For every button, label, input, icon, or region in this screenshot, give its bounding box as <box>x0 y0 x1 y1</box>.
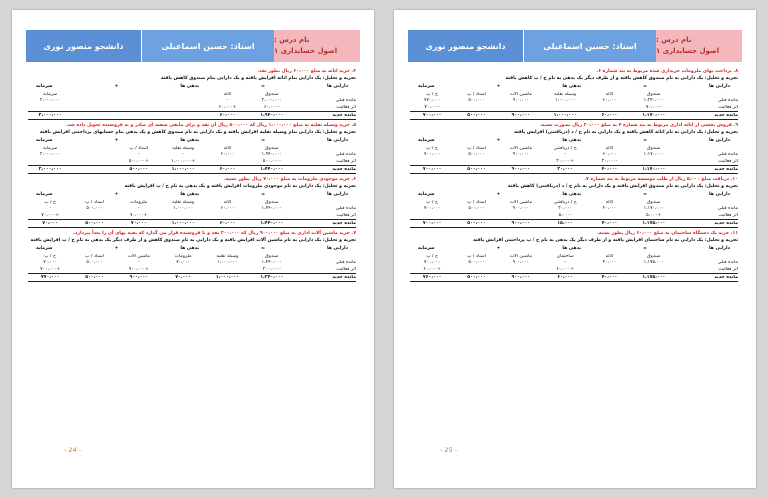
table-row <box>28 98 356 105</box>
ledger-table <box>28 146 356 174</box>
table-cell: ۵۰۰،۰۰۰ <box>467 112 486 118</box>
debts-label: بدهی ها <box>180 84 200 90</box>
row-label: مانده قبلی <box>335 260 356 266</box>
table-cell: سرمایه <box>43 145 58 151</box>
row-label: مانده جدید <box>714 220 738 226</box>
equals-sign: = <box>261 84 265 90</box>
table-cell: - <box>182 152 184 158</box>
table-cell: ماشین آلات <box>509 199 532 205</box>
row-label: مانده قبلی <box>335 152 356 158</box>
table-row <box>28 260 356 267</box>
table-cell: ۱،۰۰۰،۰۰۰ <box>217 260 238 266</box>
table-cell: ۶۰،۰۰۰ <box>557 274 574 280</box>
table-cell: ح / پ <box>426 199 439 205</box>
table-row <box>410 254 738 261</box>
table-row <box>410 152 738 159</box>
capital-label: سرمایه <box>36 84 53 90</box>
table-cell: ۲،۰۰۰،۰۰۰ <box>40 152 61 158</box>
assets-label: دارایی ها <box>326 246 348 252</box>
table-cell: ۹۰۰،۰۰۰ <box>511 166 531 172</box>
table-row <box>28 219 356 228</box>
table-cell: ۹۰۰،۰۰۰ <box>511 112 531 118</box>
equation-header <box>418 246 730 252</box>
table-cell: وسیله نقلیه <box>216 253 239 259</box>
table-cell: ۱،۱۷۰،۰۰۰ <box>643 152 664 158</box>
table-cell: اثاثه <box>605 199 614 205</box>
table-row <box>410 105 738 112</box>
table-cell: -۶۰،۰۰۰ <box>264 104 280 110</box>
table-cell: اسناد / پ <box>85 253 104 259</box>
plus-sign: + <box>496 138 501 144</box>
equals-sign: = <box>261 246 265 252</box>
table-cell: ۶۰،۰۰۰ <box>220 206 235 212</box>
capital-label: سرمایه <box>418 192 435 198</box>
table-cell: ۵۰۰،۰۰۰ <box>129 166 149 172</box>
row-label: مانده جدید <box>332 166 356 172</box>
debts-label: بدهی ها <box>562 192 582 198</box>
transaction-question: ۱۱. خرید یک دستگاه ساختمان به مبلغ ۶۰،۰۰۰ ریال بطور نسیه. <box>597 230 738 236</box>
table-cell: ۲۰،۰۰۰ <box>558 206 573 212</box>
table-cell: اثاثه <box>605 145 614 151</box>
ledger-table <box>410 254 738 282</box>
transaction-question: ۵. خرید وسیله نقلیه به مبلغ ۱،۰۰۰،۰۰۰ ریال که ۵۰۰،۰۰۰ ریال آن نقد و برای مابقی سفته ای صادر و به فروشنده تحویل داده شد. <box>65 122 356 128</box>
plus-sign: + <box>114 246 119 252</box>
table-cell: ۵۰۰،۰۰۰ <box>86 260 103 266</box>
table-cell: ۷۰۰،۰۰۰ <box>422 166 442 172</box>
debts-label: بدهی ها <box>180 192 200 198</box>
table-row <box>28 146 356 153</box>
table-cell: -۲۰،۰۰۰ <box>601 158 618 164</box>
table-cell: ۶۰،۰۰۰ <box>601 112 618 118</box>
table-cell: ماشین آلات <box>509 253 532 259</box>
table-cell: صندوق <box>265 145 279 151</box>
table-cell: ۶۰،۰۰۰ <box>602 98 617 104</box>
row-label: اثر فعالیت <box>718 158 738 164</box>
table-cell: ۵۰۰،۰۰۰ <box>85 220 104 226</box>
table-cell: وسیله نقلیه <box>172 145 195 151</box>
table-cell: ۵۰۰،۰۰۰ <box>86 206 103 212</box>
table-cell: ۴۰،۰۰۰ <box>602 260 617 266</box>
course-name: اصول حسابداری ۱ <box>274 47 338 55</box>
equals-sign: = <box>643 192 647 198</box>
ledger-table <box>28 92 356 120</box>
student-name: دانشجو منصور نوری <box>26 30 141 62</box>
table-cell: ۶۰،۰۰۰ <box>219 220 236 226</box>
table-cell: ۹۰۰،۰۰۰ <box>511 274 531 280</box>
table-row <box>28 273 356 282</box>
debts-label: بدهی ها <box>180 138 200 144</box>
row-label: اثر فعالیت <box>336 266 356 272</box>
table-cell: ۱،۴۴۰،۰۰۰ <box>261 260 282 266</box>
table-cell: - <box>137 152 140 158</box>
table-cell: - <box>137 206 140 212</box>
table-cell: ۷۰۰،۰۰۰ <box>422 112 442 118</box>
table-row <box>410 260 738 267</box>
plus-sign: + <box>114 138 119 144</box>
table-cell: ۷۰،۰۰۰ <box>130 220 147 226</box>
table-cell: ملزومات <box>174 253 192 259</box>
table-cell: ح / پ <box>44 253 57 259</box>
table-row <box>410 159 738 166</box>
transactions-content <box>28 66 356 464</box>
table-cell: اسناد / پ <box>85 199 104 205</box>
row-label: مانده جدید <box>332 274 356 280</box>
table-cell: اسناد / پ <box>467 199 486 205</box>
table-cell: +۹۰۰،۰۰۰ <box>128 266 149 272</box>
table-row <box>410 206 738 213</box>
table-cell: ماشین آلات <box>127 253 150 259</box>
ledger-table <box>28 200 356 228</box>
equation-header <box>36 138 348 144</box>
analysis-text: تجزیه و تحلیل: یک دارایی به نام ماشین آلات افزایش یافته و یک دارایی به نام صندوق کاهش و از طرف دیگر یک بدهی به نام ح / پ افزایش یافته <box>30 238 356 244</box>
debts-label: بدهی ها <box>562 246 582 252</box>
table-row <box>28 200 356 207</box>
table-cell: صندوق <box>647 145 661 151</box>
table-cell: ۲،۰۰۰،۰۰۰ <box>38 166 62 172</box>
table-row <box>410 146 738 153</box>
table-cell: ح / پ <box>426 253 439 259</box>
table-cell: اسناد / پ <box>467 145 486 151</box>
table-cell: ۱،۴۴۰،۰۰۰ <box>260 166 284 172</box>
table-cell: اثاثه <box>223 91 232 97</box>
table-cell: ۶۰،۰۰۰ <box>220 152 235 158</box>
table-cell: صندوق <box>647 199 661 205</box>
analysis-text: تجزیه و تحلیل: یک دارایی به نام صندوق افزایش یافته و یک دارایی به نام ح / د (دریافتنی) کاهش یافته <box>507 184 738 190</box>
table-cell: ۱،۹۴۰،۰۰۰ <box>260 112 284 118</box>
table-cell: وسیله نقلیه <box>172 199 195 205</box>
transaction-question: ۹. فروش بخشی از اثاثه اداری مربوط به بند شماره ۴ به مبلغ ۲۰،۰۰۰ ریال بصورت نسیه. <box>539 122 738 128</box>
equation-header <box>36 246 348 252</box>
page-header <box>408 30 742 62</box>
table-row <box>28 152 356 159</box>
course-name: اصول حسابداری ۱ <box>656 47 720 55</box>
table-cell: ۱،۱۷۵،۰۰۰ <box>643 260 664 266</box>
teacher-name: استاد: حسین اسماعیلی <box>141 30 274 62</box>
assets-label: دارایی ها <box>708 246 730 252</box>
table-row <box>28 111 356 120</box>
table-cell: ۷۶۰،۰۰۰ <box>422 274 442 280</box>
table-row <box>28 92 356 99</box>
debts-label: بدهی ها <box>562 138 582 144</box>
table-row <box>410 92 738 99</box>
student-name: دانشجو منصور نوری <box>408 30 523 62</box>
table-row <box>28 159 356 166</box>
table-cell: ۴۰،۰۰۰ <box>601 166 618 172</box>
analysis-text: تجزیه و تحلیل: یک دارایی بنام اثاثه افزایش یافته و یک دارایی بنام صندوق کاهش یافته <box>160 76 356 82</box>
table-cell: -۷۰،۰۰۰ <box>646 104 662 110</box>
table-cell: صندوق <box>647 253 661 259</box>
table-cell: ملزومات <box>130 199 148 205</box>
capital-label: سرمایه <box>418 84 435 90</box>
table-row <box>410 273 738 282</box>
table-cell: ۱،۴۴۰،۰۰۰ <box>260 220 284 226</box>
table-cell: ۱،۱۷۰،۰۰۰ <box>643 206 664 212</box>
analysis-text: تجزیه و تحلیل: یک دارایی بنام وسیله نقلیه افزایش یافته و یک دارایی به نام صندوق کاهش و یک بدهی بنام حسابهای پرداختنی افزایش یافته <box>39 130 356 136</box>
table-cell: ۷۰،۰۰۰ <box>176 260 191 266</box>
table-row <box>410 213 738 220</box>
course-title <box>274 30 360 62</box>
row-label: اثر فعالیت <box>718 104 738 110</box>
equation-header <box>36 84 348 90</box>
table-cell: - <box>137 260 140 266</box>
table-cell: +۷۰۰،۰۰۰ <box>40 266 61 272</box>
table-cell: ۷۰،۰۰۰ <box>43 260 58 266</box>
table-cell: ۷۰۰،۰۰۰ <box>424 152 441 158</box>
table-cell: ح / دریافتنی <box>553 199 577 205</box>
table-cell: ۲،۰۰۰،۰۰۰ <box>38 112 62 118</box>
table-cell: ۱،۱۷۵،۰۰۰ <box>642 220 666 226</box>
ledger-table <box>410 200 738 228</box>
ledger-table <box>410 92 738 120</box>
row-label: اثر فعالیت <box>336 212 356 218</box>
equals-sign: = <box>643 138 647 144</box>
table-cell: صندوق <box>265 253 279 259</box>
table-cell: ۱،۰۰۰،۰۰۰ <box>171 220 195 226</box>
table-cell: ساختمان <box>556 253 574 259</box>
table-cell: صندوق <box>265 199 279 205</box>
table-cell: اثاثه <box>223 199 232 205</box>
table-cell: ۱،۰۰۰،۰۰۰ <box>215 274 240 280</box>
table-cell: +۶۰،۰۰۰ <box>423 266 441 272</box>
table-cell: ح / پ <box>426 91 439 97</box>
assets-label: دارایی ها <box>708 84 730 90</box>
table-cell: ۵۰۰،۰۰۰ <box>468 152 485 158</box>
table-cell: اثاثه <box>223 145 232 151</box>
capital-label: سرمایه <box>36 246 53 252</box>
table-cell: ۷۷۰،۰۰۰ <box>424 98 441 104</box>
transaction-question: ۱۰. دریافت مبلغ ۵،۰۰۰ ریال از طلب موسسه مربوط به بند شماره ۷. <box>584 176 738 182</box>
analysis-text: تجزیه و تحلیل: یک دارایی به نام موجودی ملزومات افزایش یافته و یک بدهی به نام ح / پ افزایش یافته <box>124 184 356 190</box>
analysis-text: تجزیه و تحلیل: یک دارایی به نام صندوق کاهش یافته و از طرف دیگر یک بدهی به نام ح / پ کاهش یافته <box>505 76 738 82</box>
transactions-content <box>410 66 738 464</box>
table-row <box>410 111 738 120</box>
assets-label: دارایی ها <box>326 192 348 198</box>
table-cell: ح / دریافتنی <box>553 145 577 151</box>
table-cell: - <box>49 206 51 212</box>
table-cell: ۹۰۰،۰۰۰ <box>512 260 529 266</box>
table-cell: ۱،۲۴۰،۰۰۰ <box>643 98 664 104</box>
capital-label: سرمایه <box>418 138 435 144</box>
table-cell: ۹۰۰،۰۰۰ <box>512 206 529 212</box>
table-row <box>410 219 738 228</box>
course-label: نام درس : <box>656 36 692 44</box>
table-cell: ۹۰۰،۰۰۰ <box>512 98 529 104</box>
row-label: مانده قبلی <box>335 206 356 212</box>
table-row <box>28 165 356 174</box>
table-cell: اسناد / پ <box>467 253 486 259</box>
table-cell: ح / پ <box>426 145 439 151</box>
equals-sign: = <box>261 138 265 144</box>
table-cell: ۴۰،۰۰۰ <box>601 220 618 226</box>
row-label: مانده جدید <box>714 112 738 118</box>
row-label: اثر فعالیت <box>718 212 738 218</box>
debts-label: بدهی ها <box>562 84 582 90</box>
table-cell: اثاثه <box>605 253 614 259</box>
table-cell: ۱،۱۷۰،۰۰۰ <box>642 166 666 172</box>
table-cell: وسیله نقلیه <box>554 91 577 97</box>
table-row <box>410 200 738 207</box>
table-cell: - <box>226 98 229 104</box>
transaction-question: ۶. خرید موجودی ملزومات به مبلغ ۷۰،۰۰۰ ریال بطور نسیه. <box>223 176 356 182</box>
equation-header <box>36 192 348 198</box>
plus-sign: + <box>114 192 119 198</box>
equation-header <box>418 192 730 198</box>
table-cell: اسناد / پ <box>467 91 486 97</box>
assets-label: دارایی ها <box>326 138 348 144</box>
table-cell: ۵۰۰،۰۰۰ <box>85 274 104 280</box>
ledger-table <box>28 254 356 282</box>
row-label: اثر فعالیت <box>336 158 356 164</box>
assets-label: دارایی ها <box>326 84 348 90</box>
row-label: مانده جدید <box>332 220 356 226</box>
table-cell: +۵،۰۰۰ <box>646 212 662 218</box>
table-cell: ۱،۰۰۰،۰۰۰ <box>173 206 194 212</box>
table-row <box>28 105 356 112</box>
table-cell: +۶۰،۰۰۰ <box>556 266 574 272</box>
table-cell: +۷۰،۰۰۰ <box>129 212 148 218</box>
row-label: اثر فعالیت <box>336 104 356 110</box>
row-label: مانده قبلی <box>717 260 738 266</box>
transaction-question: ۷. خرید ماشین آلات اداری به مبلغ ۹۰۰،۰۰۰ ریال که ۲۰۰،۰۰۰ نقد و با فروشنده قرار می گذارد که بقیه بهای آن را بعداً بپردازد. <box>73 230 356 236</box>
table-row <box>28 267 356 274</box>
table-cell: ۱،۴۴۰،۰۰۰ <box>261 206 282 212</box>
ledger-table <box>410 146 738 174</box>
plus-sign: + <box>496 246 501 252</box>
transaction-question: ۸. پرداخت بهای ملزومات خریداری شده مربوط به بند شماره ۶. <box>596 69 738 74</box>
table-cell: ۱،۱۷۰،۰۰۰ <box>642 112 666 118</box>
row-label: مانده جدید <box>714 166 738 172</box>
table-cell: ۶۰،۰۰۰ <box>602 152 617 158</box>
row-label: مانده جدید <box>714 274 738 280</box>
table-cell: ۷۰،۰۰۰ <box>42 220 59 226</box>
document-page-left <box>12 10 374 488</box>
debts-label: بدهی ها <box>180 246 200 252</box>
assets-label: دارایی ها <box>708 192 730 198</box>
table-cell: ۵۰۰،۰۰۰ <box>468 98 485 104</box>
course-label: نام درس : <box>274 36 310 44</box>
table-cell: ۱۵،۰۰۰ <box>557 220 574 226</box>
capital-label: سرمایه <box>36 138 53 144</box>
table-cell: اسناد / پ <box>129 145 149 151</box>
transaction-question: ۴. خرید اثاثه به مبلغ ۶۰،۰۰۰ ریال بطور نقد. <box>257 69 356 74</box>
table-cell: +۶۰،۰۰۰ <box>218 104 237 110</box>
table-cell: ح / پ <box>44 199 57 205</box>
analysis-text: تجزیه و تحلیل: یک دارایی به نام ساختمان افزایش یافته و از طرف دیگر یک بدهی به نام ح / پ پرداختنی افزایش یافته <box>473 238 738 244</box>
analysis-text: تجزیه و تحلیل: یک دارایی به نام اثاثه کاهش یافته و یک دارایی به نام ح / د (دریافتنی) افزایش یافته <box>514 130 738 136</box>
table-cell: +۱،۰۰۰،۰۰۰ <box>171 158 196 164</box>
table-cell: ۷۰۰،۰۰۰ <box>422 220 442 226</box>
table-cell: +۲۰،۰۰۰ <box>556 158 574 164</box>
table-cell: ماشین آلات <box>509 91 532 97</box>
table-cell: ۷۰۰،۰۰۰ <box>424 260 441 266</box>
table-cell: ۹۰۰،۰۰۰ <box>512 152 529 158</box>
page-number: - 25 - <box>440 446 458 454</box>
table-cell: ۵۰۰،۰۰۰ <box>467 220 486 226</box>
row-label: مانده قبلی <box>717 98 738 104</box>
table-row <box>28 254 356 261</box>
table-cell: ۴۰،۰۰۰ <box>601 274 618 280</box>
table-cell: +۵۰۰،۰۰۰ <box>128 158 149 164</box>
table-cell: -۷۰،۰۰۰ <box>424 104 440 110</box>
table-cell: ۵۰۰،۰۰۰ <box>467 166 486 172</box>
table-row <box>410 165 738 174</box>
table-cell: - <box>564 260 566 266</box>
plus-sign: + <box>496 84 501 90</box>
table-cell: -۵۰۰،۰۰۰ <box>262 158 281 164</box>
table-row <box>410 98 738 105</box>
table-cell: - <box>564 152 566 158</box>
capital-label: سرمایه <box>418 246 435 252</box>
page-number: - 24 - <box>64 446 82 454</box>
table-cell: ۲۰،۰۰۰ <box>557 166 574 172</box>
row-label: مانده جدید <box>332 112 356 118</box>
table-cell: ۶۰،۰۰۰ <box>219 166 236 172</box>
table-row <box>28 206 356 213</box>
table-cell: -۲۰۰،۰۰۰ <box>262 266 281 272</box>
row-label: مانده قبلی <box>717 152 738 158</box>
table-cell: ۹۰۰،۰۰۰ <box>129 274 149 280</box>
table-cell: ۵۰۰،۰۰۰ <box>468 206 485 212</box>
table-row <box>28 213 356 220</box>
table-cell: ماشین آلات <box>509 145 532 151</box>
table-cell: ۱،۰۰۰،۰۰۰ <box>171 166 195 172</box>
teacher-name: استاد: حسین اسماعیلی <box>523 30 656 62</box>
page-header <box>26 30 360 62</box>
capital-label: سرمایه <box>36 192 53 198</box>
table-cell: صندوق <box>265 91 279 97</box>
plus-sign: + <box>496 192 501 198</box>
table-cell: ۱،۲۴۰،۰۰۰ <box>260 274 284 280</box>
table-cell: صندوق <box>647 91 661 97</box>
assets-label: دارایی ها <box>708 138 730 144</box>
row-label: اثر فعالیت <box>718 266 738 272</box>
equals-sign: = <box>261 192 265 198</box>
table-cell: +۷۰،۰۰۰ <box>41 212 59 218</box>
row-label: مانده قبلی <box>717 206 738 212</box>
table-cell: ۱،۰۰۰،۰۰۰ <box>555 98 576 104</box>
equation-header <box>418 84 730 90</box>
table-cell: ۵۰۰،۰۰۰ <box>468 260 485 266</box>
equals-sign: = <box>643 84 647 90</box>
table-cell: ۲،۰۰۰،۰۰۰ <box>261 98 282 104</box>
table-cell: سرمایه <box>43 91 58 97</box>
equation-header <box>418 138 730 144</box>
table-row <box>410 267 738 274</box>
table-cell: ۲،۰۰۰،۰۰۰ <box>40 98 61 104</box>
table-cell: ۱،۰۰۰،۰۰۰ <box>553 112 577 118</box>
table-cell: ۱،۱۷۵،۰۰۰ <box>642 274 666 280</box>
equals-sign: = <box>643 246 647 252</box>
table-cell: ۴۰،۰۰۰ <box>602 206 617 212</box>
plus-sign: + <box>114 84 119 90</box>
table-cell: اثاثه <box>605 91 614 97</box>
document-page-right <box>394 10 756 488</box>
table-cell: ۵۰۰،۰۰۰ <box>467 274 486 280</box>
table-cell: ۷۰،۰۰۰ <box>175 274 192 280</box>
table-cell: ۹۰۰،۰۰۰ <box>511 220 531 226</box>
table-cell: ۶۰،۰۰۰ <box>219 112 236 118</box>
course-title <box>656 30 742 62</box>
table-cell: -۵،۰۰۰ <box>558 212 572 218</box>
table-cell: ۷۰۰،۰۰۰ <box>424 206 441 212</box>
row-label: مانده قبلی <box>335 98 356 104</box>
table-cell: ۱،۹۴۰،۰۰۰ <box>261 152 282 158</box>
table-cell: ۷۷۰،۰۰۰ <box>40 274 60 280</box>
